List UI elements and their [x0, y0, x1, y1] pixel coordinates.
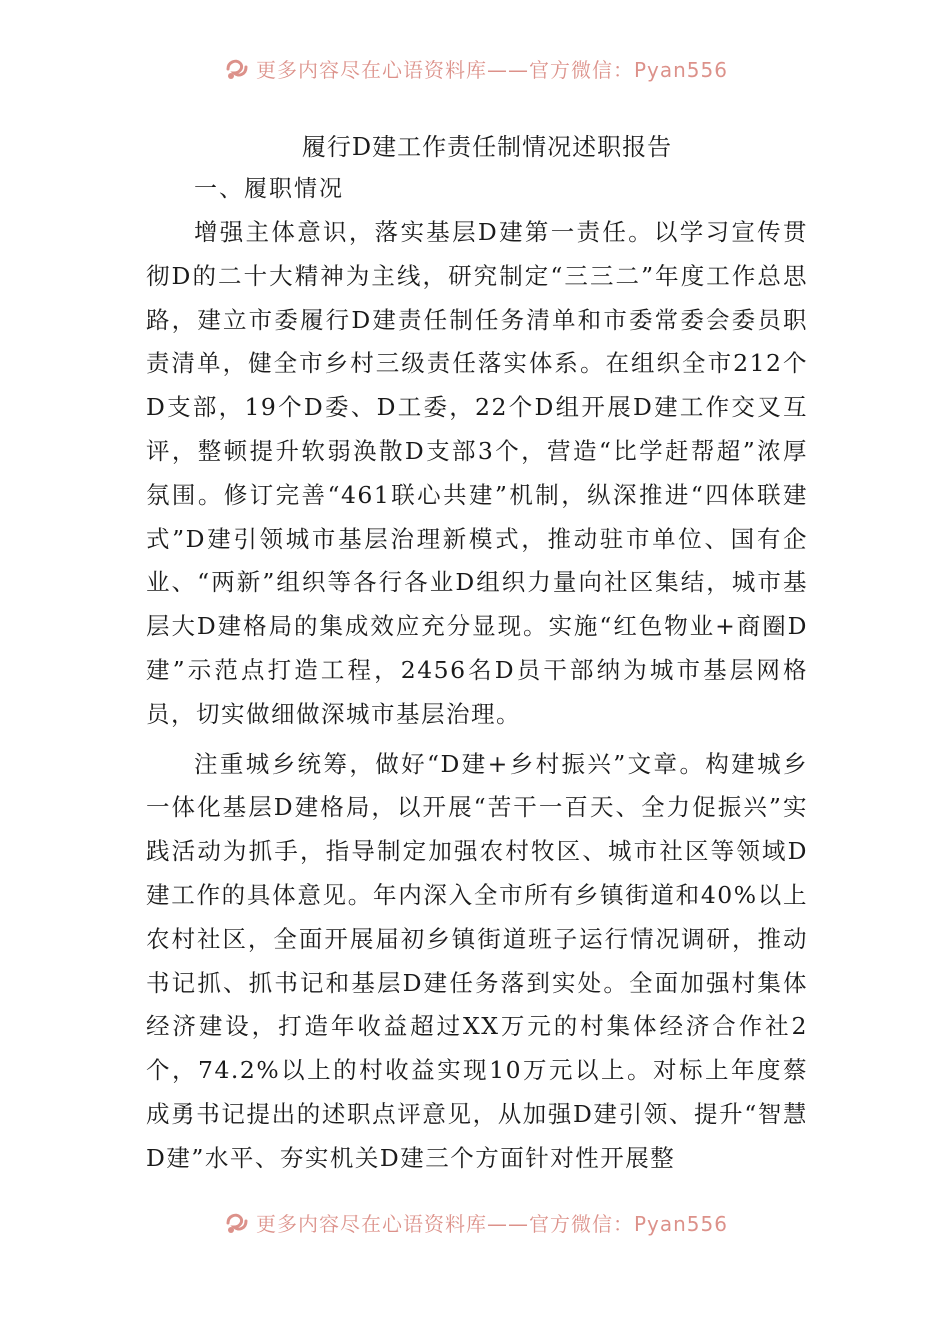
header-watermark: [0, 50, 950, 90]
logo-icon: [222, 1209, 250, 1237]
section-heading: 一、履职情况: [194, 176, 344, 202]
watermark-text: 更多内容尽在心语资料库——官方微信：Pyan556: [255, 1212, 728, 1236]
paragraph: 注重城乡统筹，做好“D建+乡村振兴”文章。构建城乡一体化基层D建格局，以开展“苦干一百天、全力促振兴”实践活动为抓手，指导制定加强农村牧区、城市社区等领域D建工作的具体意见。年内深入全市所有乡镇街道和40%以上农村社区，全面开展届初乡镇街道班子运行情况调研，推动书记抓、抓书记和基层D建任务落到实处。全面加强村集体经济建设，打造年收益超过XX万元的村集体经济合作社2个，74.2%以上的村收益实现10万元以上。对标上年度蔡成勇书记提出的述职点评意见，从加强D建引领、提升“智慧D建”水平、夯实机关D建三个方面针对性开展整: [146, 749, 808, 1172]
document-title: 履行D建工作责任制情况述职报告: [301, 133, 673, 161]
watermark-text: 更多内容尽在心语资料库——官方微信：Pyan556: [255, 58, 728, 82]
logo-icon: [222, 55, 250, 83]
footer-watermark: [0, 1204, 950, 1244]
document-body: [146, 127, 808, 1187]
paragraph: 增强主体意识，落实基层D建第一责任。以学习宣传贯彻D的二十大精神为主线，研究制定“三三二”年度工作总思路，建立市委履行D建责任制任务清单和市委常委会委员职责清单，健全市乡村三级责任落实体系。在组织全市212个D支部，19个D委、D工委，22个D组开展D建工作交叉互评，整顿提升软弱涣散D支部3个，营造“比学赶帮超”浓厚氛围。修订完善“461联心共建”机制，纵深推进“四体联建式”D建引领城市基层治理新模式，推动驻市单位、国有企业、“两新”组织等各行各业D组织力量向社区集结，城市基层大D建格局的集成效应充分显现。实施“红色物业+商圈D建”示范点打造工程，2456名D员干部纳为城市基层网格员，切实做细做深城市基层治理。: [146, 218, 808, 728]
